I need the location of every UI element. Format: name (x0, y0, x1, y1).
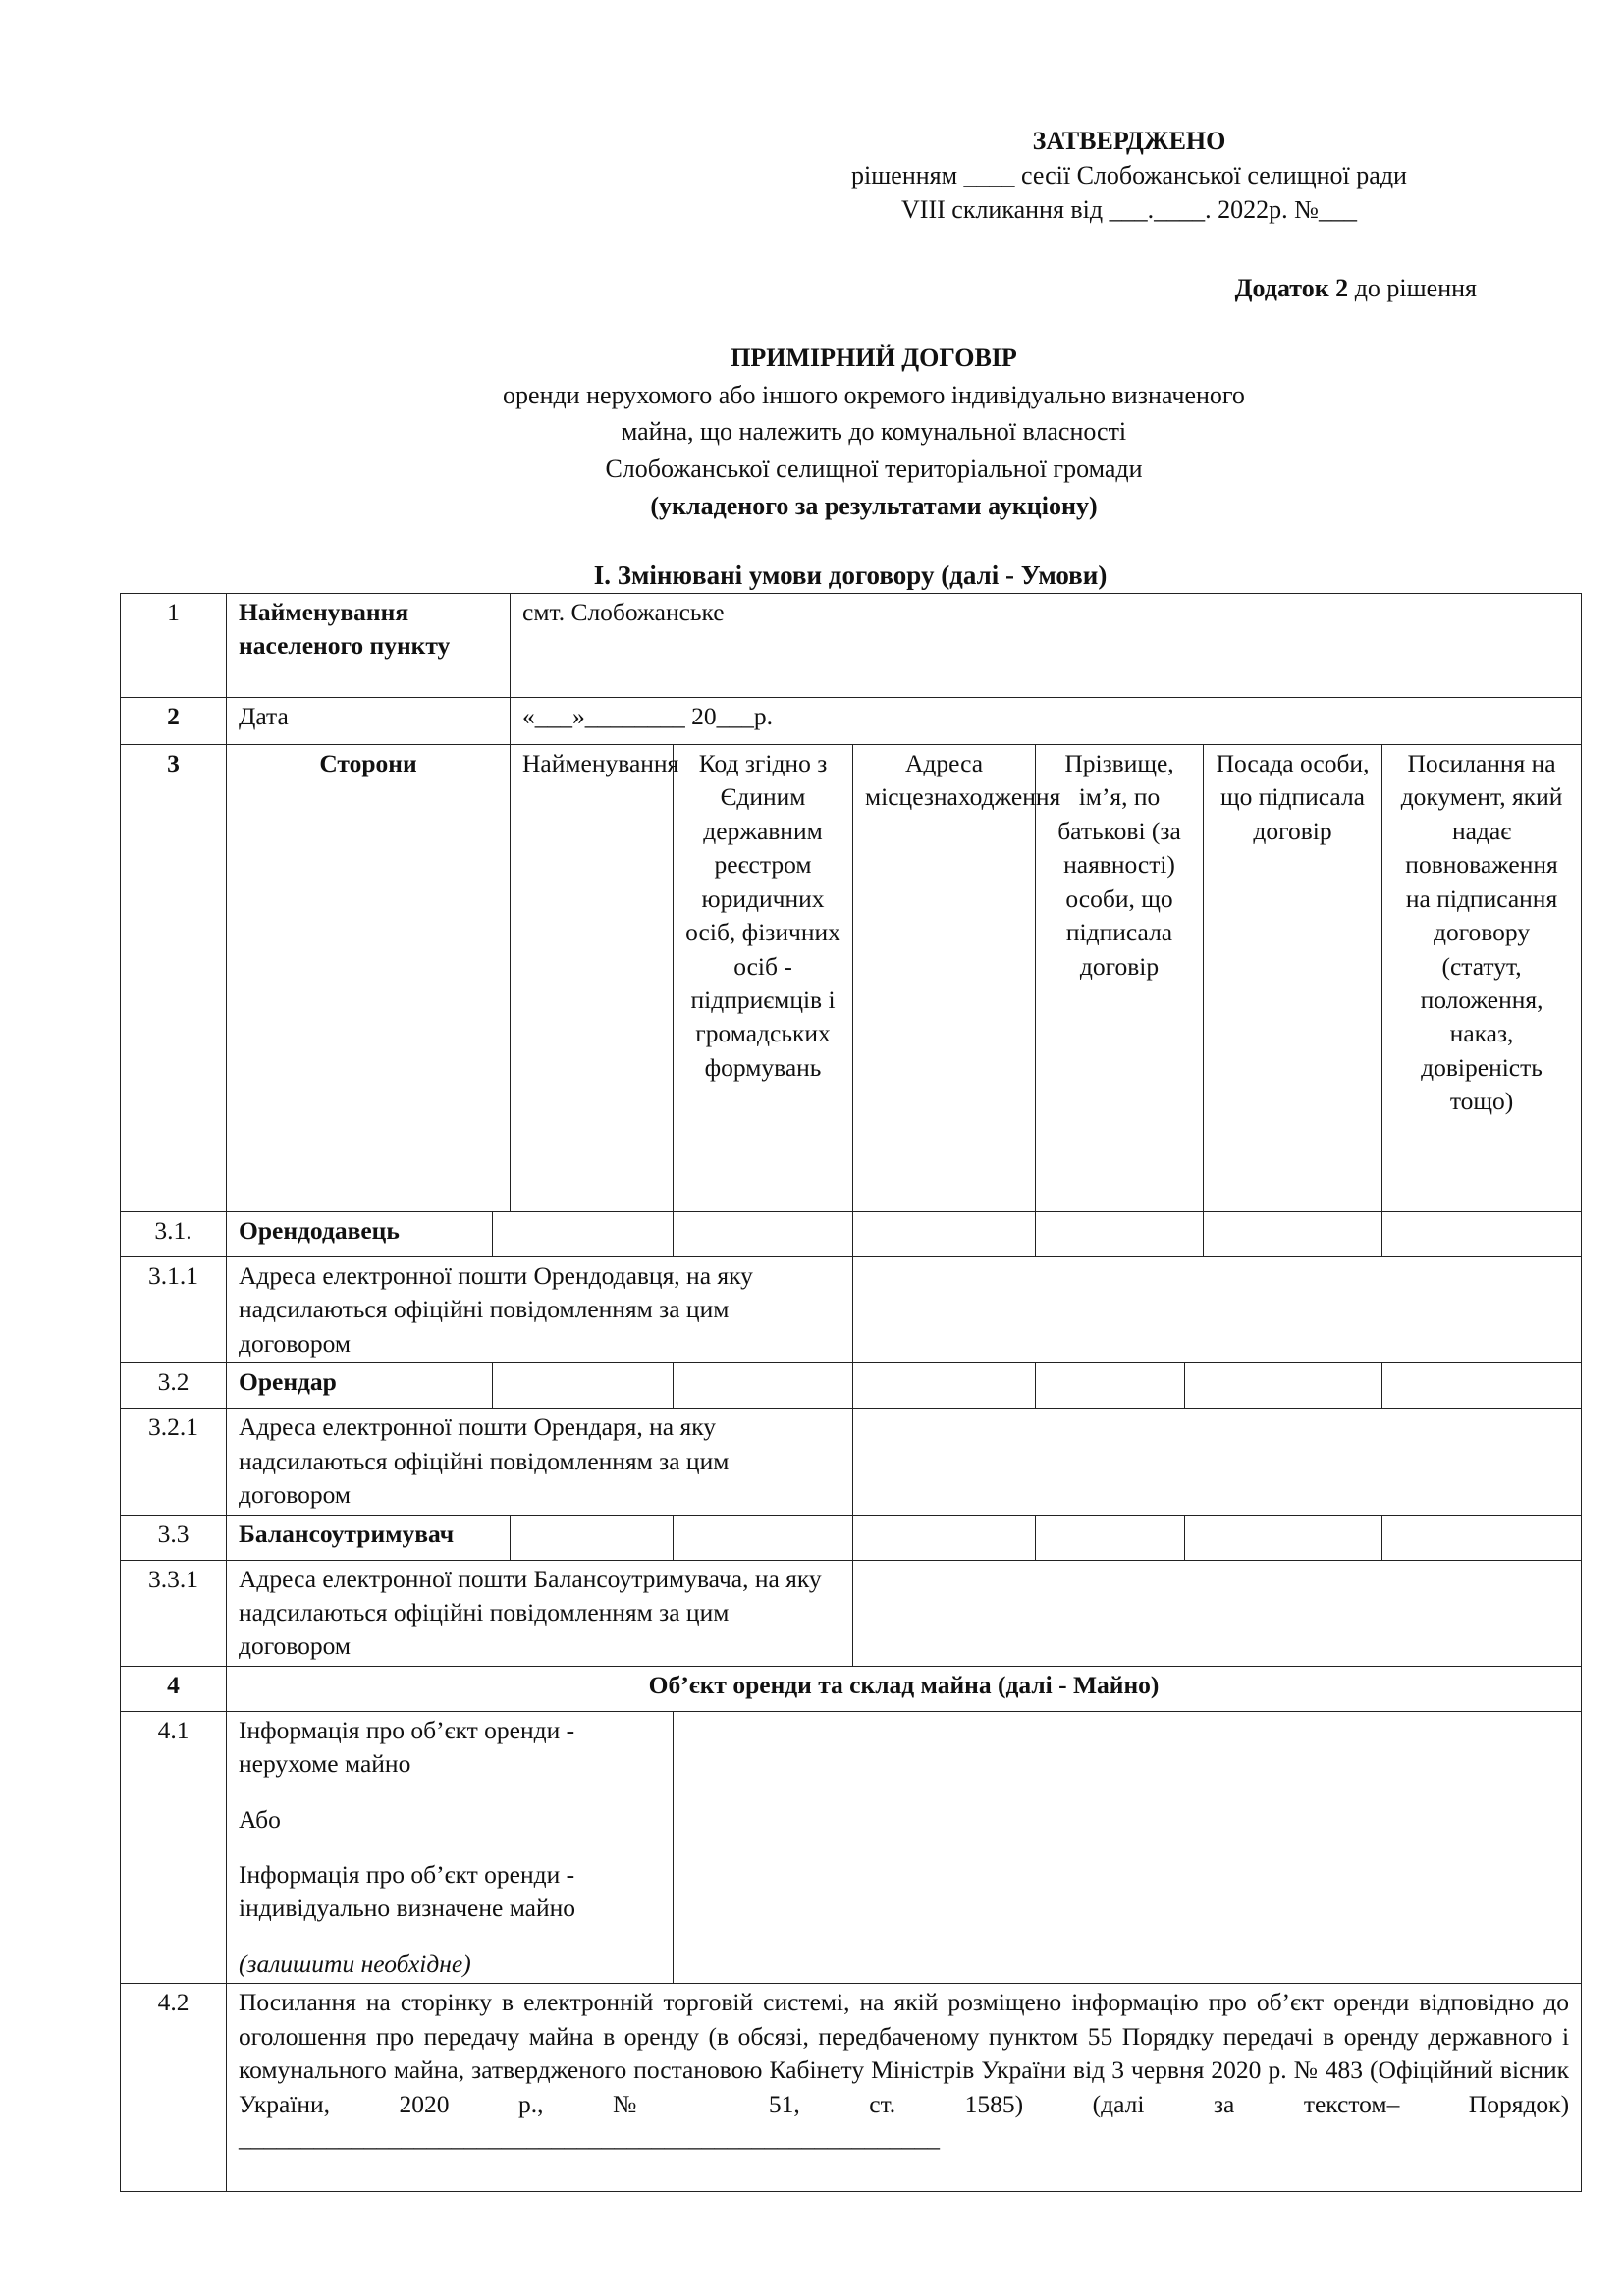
conditions-table (120, 593, 1582, 2192)
lessor-position-cell (1204, 1212, 1382, 1257)
lessor-code-cell (674, 1212, 853, 1257)
date-label: Дата (227, 698, 511, 745)
column-header-address: Адреса місцезнаходження (853, 745, 1036, 1212)
date-value: «___»________ 20___р. (511, 698, 1582, 745)
lessee-email-label: Адреса електронної пошти Орендаря, на яку надсилаються офіційні повідомленням за цим договором (227, 1409, 853, 1515)
row-number: 3.3.1 (121, 1560, 227, 1666)
balance-holder-position-cell (1185, 1515, 1382, 1560)
column-header-position: Посада особи, що підписала договір (1204, 745, 1382, 1212)
approval-line-2: VIII скликання від ___.____. 2022р. №___ (901, 195, 1357, 225)
lessee-code-cell (674, 1363, 853, 1409)
row-number: 3.1.1 (121, 1257, 227, 1363)
table-row (121, 1666, 1582, 1711)
table-row (121, 1257, 1582, 1363)
table-row (121, 1212, 1582, 1257)
row-number: 1 (121, 594, 227, 698)
column-header-full-name: Прізвище, ім’я, по батькові (за наявності) особи, що підписала договір (1036, 745, 1204, 1212)
balance-holder-email-label: Адреса електронної пошти Балансоутримувача, на яку надсилаються офіційні повідомленням за цим договором (227, 1560, 853, 1666)
balance-holder-document-cell (1382, 1515, 1582, 1560)
approved-heading: ЗАТВЕРДЖЕНО (1032, 127, 1226, 155)
lessee-full-name-cell (1036, 1363, 1185, 1409)
balance-holder-label: Балансоутримувач (227, 1515, 511, 1560)
object-info-cell (227, 1711, 674, 1984)
document-subtitle-line-4: (укладеного за результатами аукціону) (650, 491, 1098, 520)
table-row (121, 594, 1582, 698)
lessee-document-cell (1382, 1363, 1582, 1409)
lessor-email-label: Адреса електронної пошти Орендодавця, на яку надсилаються офіційні повідомленням за цим договором (227, 1257, 853, 1363)
row-number: 3 (121, 745, 227, 1212)
table-row (121, 1711, 1582, 1984)
lessee-address-cell (853, 1363, 1036, 1409)
balance-holder-email-value (853, 1560, 1582, 1666)
object-info-value (674, 1711, 1582, 1984)
document-subtitle-line-1: оренди нерухомого або іншого окремого індивідуально визначеного (503, 380, 1245, 409)
document-title: ПРИМІРНИЙ ДОГОВІР (731, 344, 1017, 372)
approval-line-1: рішенням ____ сесії Слобожанської селищної ради (851, 161, 1407, 190)
lessee-name-cell (493, 1363, 674, 1409)
approval-block (746, 124, 1512, 227)
object-info-note: (залишити необхідне) (239, 1949, 471, 1978)
parties-label: Сторони (227, 745, 511, 1212)
lessee-email-value (853, 1409, 1582, 1515)
object-section-heading: Об’єкт оренди та склад майна (далі - Майно) (227, 1666, 1582, 1711)
balance-holder-address-cell (853, 1515, 1036, 1560)
addendum-number: Додаток 2 (1234, 274, 1349, 302)
settlement-label: Найменування населеного пункту (227, 594, 511, 698)
lessee-label: Орендар (227, 1363, 493, 1409)
document-subtitle-line-3: Слобожанської селищної територіальної громади (605, 454, 1143, 484)
row-number: 3.1. (121, 1212, 227, 1257)
row-number: 2 (121, 698, 227, 745)
column-header-code: Код згідно з Єдиним державним реєстром юридичних осіб, фізичних осіб - підприємців і громадських формувань (674, 745, 853, 1212)
row-number: 4.2 (121, 1984, 227, 2192)
balance-holder-name-cell (511, 1515, 674, 1560)
row-number: 3.2.1 (121, 1409, 227, 1515)
lessor-document-cell (1382, 1212, 1582, 1257)
table-row (121, 698, 1582, 745)
column-header-authority-document: Посилання на документ, який надає повноваження на підписання договору (статут, положення, наказ, довіреність тощо) (1382, 745, 1582, 1212)
object-info-or: Або (239, 1804, 281, 1834)
document-subtitle-line-2: майна, що належить до комунальної власності (621, 417, 1127, 447)
addendum-rest: до рішення (1348, 274, 1477, 302)
lessor-address-cell (853, 1212, 1036, 1257)
row-number: 4.1 (121, 1711, 227, 1984)
lessor-name-cell (493, 1212, 674, 1257)
row-number: 3.2 (121, 1363, 227, 1409)
table-row (121, 1984, 1582, 2192)
object-info-real-estate: Інформація про об’єкт оренди - нерухоме майно (239, 1715, 575, 1779)
table-row (121, 1363, 1582, 1409)
lessor-label: Орендодавець (227, 1212, 493, 1257)
row-number: 4 (121, 1666, 227, 1711)
trading-system-link-text: Посилання на сторінку в електронній торговій системі, на якій розміщено інформацію про об’єкт оренди відповідно до оголошення про передачу майна в оренду (в обсязі, передбаченому пунктом 55 Порядку передачі в оренду державного і комунального майна, затвердженого постановою Кабінету Міністрів України від 3 червня 2020 р. № 483 (Офіційний вісник України, 2020 р., № 51, ст. 1585) (далі за текстом– Порядок) ________________________________________________________ (227, 1984, 1582, 2192)
addendum-label (1235, 271, 1477, 305)
document-title-block (245, 340, 1502, 524)
object-info-individual: Інформація про об’єкт оренди - індивідуально визначене майно (239, 1860, 576, 1923)
balance-holder-code-cell (674, 1515, 853, 1560)
column-header-name: Найменування (511, 745, 674, 1212)
lessee-position-cell (1185, 1363, 1382, 1409)
balance-holder-full-name-cell (1036, 1515, 1185, 1560)
row-number: 3.3 (121, 1515, 227, 1560)
lessor-email-value (853, 1257, 1582, 1363)
table-row (121, 1560, 1582, 1666)
parties-header-row (121, 745, 1582, 1212)
lessor-full-name-cell (1036, 1212, 1204, 1257)
section-title: І. Змінювані умови договору (далі - Умови) (593, 561, 1108, 590)
table-row (121, 1515, 1582, 1560)
table-row (121, 1409, 1582, 1515)
settlement-value: смт. Слобожанське (511, 594, 1582, 698)
